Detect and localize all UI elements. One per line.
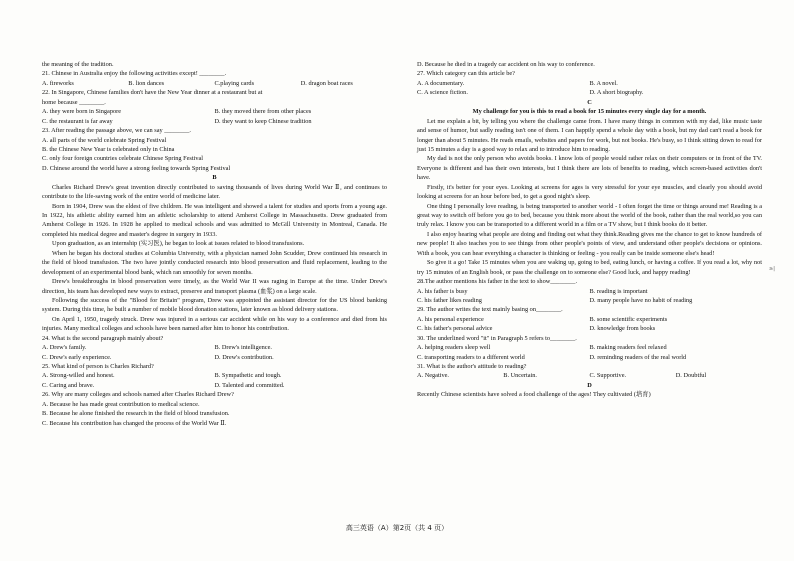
question-26-option-d: D. Because he died in a tragedy car accident on his way to conference.	[417, 61, 595, 68]
question-stem: 31. What is the author's attitude to reading?	[417, 363, 527, 370]
options-row	[42, 353, 387, 362]
question-22	[42, 88, 387, 126]
question-stem: 26. Why are many colleges and schools named after Charles Richard Drew?	[42, 391, 234, 399]
option-b: B. Uncertain.	[503, 372, 537, 380]
passage-paragraph: I also enjoy hearing what people are doing and finding out what they think.Reading gives me the chance to get to know hundreds of new people! It also teaches you to see things from other people's points of view, and understand other people's decisions or opinions. With a book, you can hear everything a character is thinking or feeling - you really can be inside someone else's head!	[417, 230, 762, 257]
option-b: B. Because he alone finished the research in the field of blood transfusion.	[42, 410, 230, 418]
option-c: C. Supportive.	[589, 372, 627, 380]
options-row	[417, 324, 762, 333]
options-row	[42, 371, 387, 380]
question-30	[417, 334, 762, 362]
question-stem: 29. The author writes the text mainly basing on________.	[417, 306, 563, 314]
option-b: B. reading is important	[589, 287, 648, 295]
passage-paragraph: Drew's breakthroughs in blood preservation were timely, as the World War II was raging in Europe at the time. Under Drew's direction, his team has developed new ways to extract, preserve and transport plasma (血浆) on a large scale.	[42, 278, 387, 295]
option-c: C. his father's personal advice	[417, 325, 493, 333]
question-stem: 25. What kind of person is Charles Richard?	[42, 363, 154, 370]
passage-paragraph: Let me explain a bit, by telling you where the challenge came from. I have many things in common with my dad, like music taste and sense of humor, but sadly reading isn't one of them. I can happily spend a whole day with a book, but my dad can't read a book for longer than about 5 minutes. He reads emails, websites and papers for work, but not books. He's busy, so I think sitting down to read for just 15 minutes a day is a good way to relax and to introduce him to reading.	[417, 117, 762, 153]
option-c: C. Because his contribution has changed the process of the World War Ⅱ.	[42, 419, 227, 427]
question-stem: 23. After reading the passage above, we can say ________.	[42, 127, 191, 135]
passage-paragraph: On April 1, 1950, tragedy struck. Drew was injured in a serious car accident while on his way to a conference and died from his injuries. Many medical colleges and schools have been named after him to honor his contribution.	[42, 315, 387, 333]
option-a: A. Drew's family.	[42, 344, 87, 352]
option-a: A. fireworks	[42, 79, 74, 87]
options-row	[42, 79, 387, 88]
options-row	[417, 296, 762, 305]
option-b: B. Sympathetic and tough.	[214, 372, 282, 380]
option-a: A. helping readers sleep well	[417, 344, 491, 352]
option-b: B. the Chinese New Year is celebrated only in China	[42, 145, 175, 153]
passage-paragraph: Born in 1904, Drew was the eldest of five children. He was intelligent and showed a talent for studies and sports from a young age. In 1922, his athletic ability earned him an athletic scholarship to attend Amherst College in Massachusetts. Drew graduated from Amherst College in 1926. In 1928 he applied to medical schools and was admitted to McGill University in Montreal, Canada. He completed his medical degree and master's degree in surgery in 1933.	[42, 202, 387, 238]
page-footer: 高三英语（A）第2页（共 4 页）	[345, 524, 449, 532]
option-c: C.playing cards	[214, 79, 255, 87]
section-b-heading: B	[212, 174, 217, 182]
option-b: B. lion dances	[128, 79, 165, 87]
section-d-heading: D	[587, 381, 592, 389]
option-a: A. his father is busy	[417, 287, 468, 295]
options-row	[417, 371, 762, 380]
options-row	[417, 287, 762, 296]
passage-c-title: My challenge for you is this to read a book for 15 minutes every single day for a month.	[472, 108, 707, 116]
option-b: B. Drew's intelligence.	[214, 344, 272, 352]
option-a: A. Negative.	[417, 372, 449, 380]
passage-paragraph: Upon graduation, as an internship (实习医), he began to look at issues related to blood transfusions.	[52, 240, 305, 248]
option-c: C. Caring and brave.	[42, 381, 95, 389]
option-a: A. all parts of the world celebrate Spring Festival	[42, 136, 167, 144]
option-a: A. Strong-willed and honest.	[42, 372, 115, 380]
passage-d-first-line: Recently Chinese scientists have solved a food challenge of the ages! They cultivated (培育)	[417, 391, 651, 399]
option-c: C. Drew's early experience.	[42, 353, 112, 361]
option-c: C. A science fiction.	[417, 89, 468, 97]
question-24	[42, 334, 387, 362]
left-column	[42, 60, 387, 428]
option-b: B. making readers feel relaxed	[589, 344, 667, 352]
margin-mark: ≥|	[769, 266, 775, 272]
option-d: D. knowledge from books	[589, 325, 656, 333]
option-c: C. only four foreign countries celebrate Chinese Spring Festival	[42, 155, 204, 163]
options-row	[417, 353, 762, 362]
question-stem: 21. Chinese in Australia enjoy the following activities except! ________.	[42, 70, 227, 78]
options-row	[42, 107, 387, 116]
options-row	[417, 79, 762, 88]
question-31	[417, 362, 762, 381]
question-stem: 30. The underlined word "it" in Paragraph 5 refers to________.	[417, 334, 577, 342]
options-row	[417, 343, 762, 352]
option-b: B. some scientific experiments	[589, 315, 668, 323]
option-d: D. reminding readers of the real world	[589, 353, 687, 361]
option-c: C. his father likes reading	[417, 296, 482, 304]
option-a: A. A documentary.	[417, 79, 465, 87]
option-a: A. they were born in Singapore	[42, 108, 122, 116]
passage-paragraph: Charles Richard Drew's great invention directly contributed to saving thousands of lives during World War Ⅱ, and continues to contribute to the life-saving work of the entire world of medicine later.	[42, 183, 387, 201]
options-row	[417, 88, 762, 97]
question-23	[42, 126, 387, 173]
options-row	[42, 381, 387, 390]
option-b: B. A novel.	[589, 79, 618, 87]
question-stem: 22. In Singapore, Chinese families don't have the New Year dinner at a restaurant but at	[42, 89, 263, 97]
passage-c	[417, 117, 762, 277]
passage-paragraph: So give it a go! Take 15 minutes when you are waking up, going to bed, eating lunch, or having a coffee. If you read a lot, why not try 15 minutes of an English book, or pass the challenge on to someone else? Good luck, and happy reading!	[417, 259, 762, 276]
option-d: D. Doubtful	[675, 372, 707, 380]
top-line: the meaning of the tradition.	[42, 61, 114, 68]
option-d: D. A short biography.	[589, 89, 644, 97]
right-column	[417, 60, 762, 400]
question-stem: 28.The author mentions his father in the text to show________.	[417, 278, 578, 286]
passage-paragraph: My dad is not the only person who avoids books. I know lots of people would rather relax on their computers or in front of the TV. Everyone is different and has their own interests, but I think there are lots of benefits to reading, which screen-based activities don't have.	[417, 155, 762, 182]
option-c: C. transporting readers to a different world	[417, 353, 525, 361]
passage-paragraph: One thing I personally love reading, is being transported to another world - I often forget the time or things around me! Reading is a great way to switch off before you go to bed, because you think more about the world of the book, rather than the real world,so you can truly relax. I know you can be transported to a different world in a film or a TV show, but I think books do it better.	[417, 202, 762, 229]
option-d: D. dragon boat races	[300, 79, 353, 87]
question-29	[417, 305, 762, 333]
option-c: C. the restaurant is far away	[42, 117, 113, 125]
option-a: A. Because he has made great contribution to medical science.	[42, 400, 200, 408]
option-d: D. many people have no habit of reading	[589, 296, 693, 304]
passage-b	[42, 183, 387, 334]
option-d: D. Chinese around the world have a strong feeling towards Spring Festival	[42, 164, 231, 172]
question-stem: 24. What is the second paragraph mainly about?	[42, 334, 164, 342]
options-row	[417, 315, 762, 324]
question-21	[42, 69, 387, 88]
question-stem-cont: home because ________.	[42, 98, 106, 106]
passage-paragraph: Firstly, it's better for your eyes. Looking at screens for ages is very stressful for your eye muscles, and clearly you should avoid looking at screens for an hour before bed, to get a good night's sleep.	[417, 183, 762, 201]
question-27	[417, 69, 762, 97]
option-d: D. they want to keep Chinese tradition	[214, 117, 312, 125]
passage-paragraph: Following the success of the "Blood for Britain" program, Drew was appointed the assistant director for the US blood banking system. During this time, he built a number of mobile blood donation stations, later known as blood delivery stations.	[42, 296, 387, 314]
question-26	[42, 390, 387, 428]
option-d: D. Talented and committed.	[214, 381, 285, 389]
option-b: B. they moved there from other places	[214, 108, 312, 116]
option-a: A. his personal experience	[417, 315, 484, 323]
section-c-heading: C	[587, 98, 592, 106]
options-row	[42, 117, 387, 126]
question-stem: 27. Which category can this article be?	[417, 70, 515, 78]
question-25	[42, 362, 387, 390]
passage-paragraph: When he began his doctoral studies at Columbia University, with a physician named John Scudder, Drew continued his research in the field of blood transfusion. The two have jointly conducted research into blood preservation and fluid replacement, leading to the development of an experimental blood bank, which ran smoothly for seven months.	[42, 249, 387, 276]
option-d: D. Drew's contribution.	[214, 353, 274, 361]
options-row	[42, 343, 387, 352]
question-28	[417, 277, 762, 305]
